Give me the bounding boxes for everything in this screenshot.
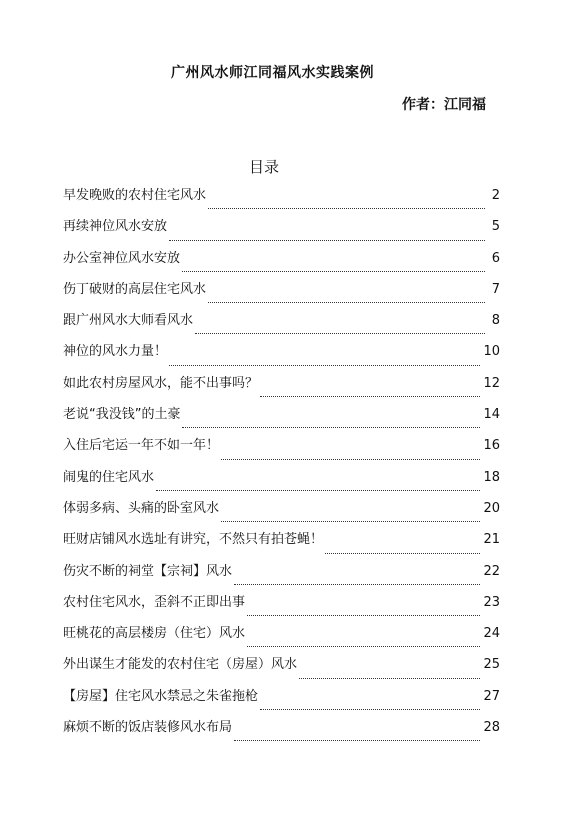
toc-entry-page: 14 xyxy=(483,407,500,423)
toc-leader-dots xyxy=(195,332,485,334)
toc-entry-title: 旺桃花的高层楼房（住宅）风水 xyxy=(63,626,246,642)
toc-entry[interactable] xyxy=(63,622,500,653)
toc-entry-title: 伤灾不断的祠堂【宗祠】风水 xyxy=(63,563,233,579)
toc-entry-page: 10 xyxy=(483,344,500,360)
toc-entry-page: 18 xyxy=(483,469,500,485)
toc-leader-dots xyxy=(234,739,480,741)
toc-entry[interactable] xyxy=(63,591,500,622)
toc-leader-dots xyxy=(221,520,480,522)
toc-entry-page: 28 xyxy=(483,720,500,736)
toc-entry-title: 入住后宅运一年不如一年！ xyxy=(63,438,220,454)
toc-entry[interactable] xyxy=(63,278,500,309)
toc-entry-title: 跟广州风水大师看风水 xyxy=(63,313,194,329)
toc-entry-title: 闹鬼的住宅风水 xyxy=(63,469,155,485)
toc-entry-title: 老说“我没钱”的土豪 xyxy=(63,407,181,423)
toc-entry-title: 【房屋】住宅风水禁忌之朱雀拖枪 xyxy=(63,688,259,704)
toc-leader-dots xyxy=(299,677,480,679)
toc-leader-dots xyxy=(169,364,480,366)
toc-entry[interactable] xyxy=(63,497,500,528)
toc-entry-page: 8 xyxy=(491,313,500,329)
toc-entry-title: 外出谋生才能发的农村住宅（房屋）风水 xyxy=(63,657,298,673)
toc-entry-title: 早发晚败的农村住宅风水 xyxy=(63,188,207,203)
toc-leader-dots xyxy=(169,239,485,241)
toc-leader-dots xyxy=(260,708,480,710)
toc-leader-dots xyxy=(156,489,480,491)
toc-entry-page: 12 xyxy=(483,375,500,391)
document-author: 作者：江同福 xyxy=(402,97,486,113)
toc-entry[interactable] xyxy=(63,528,500,559)
toc-entry[interactable] xyxy=(63,340,500,371)
toc-entry-title: 农村住宅风水，歪斜不正即出事 xyxy=(63,594,246,610)
toc-leader-dots xyxy=(182,270,485,272)
toc-entry-page: 2 xyxy=(491,188,500,203)
toc-leader-dots xyxy=(221,458,480,460)
toc-entry[interactable] xyxy=(63,403,500,434)
toc-entry[interactable] xyxy=(63,716,500,747)
toc-leader-dots xyxy=(260,395,480,397)
toc-entry-title: 体弱多病、头痛的卧室风水 xyxy=(63,500,220,516)
toc-entry[interactable] xyxy=(63,309,500,340)
toc-entry-title: 伤丁破财的高层住宅风水 xyxy=(63,281,207,297)
toc-entry-page: 21 xyxy=(483,532,500,548)
toc-entry-page: 25 xyxy=(483,657,500,673)
toc-leader-dots xyxy=(247,645,480,647)
toc-leader-dots xyxy=(247,614,480,616)
toc-entry-title: 麻烦不断的饭店装修风水布局 xyxy=(63,720,233,736)
toc-heading: 目录 xyxy=(248,158,279,176)
toc-entry-title: 办公室神位风水安放 xyxy=(63,250,181,266)
toc-entry-page: 27 xyxy=(483,688,500,704)
toc-entry[interactable] xyxy=(63,372,500,403)
document-title: 广州风水师江同福风水实践案例 xyxy=(171,65,374,81)
toc-entry-page: 7 xyxy=(491,281,500,297)
toc-entry-title: 旺财店铺风水选址有讲究，不然只有拍苍蝇！ xyxy=(63,532,324,548)
toc-entry-page: 5 xyxy=(491,219,500,235)
toc-leader-dots xyxy=(208,301,485,303)
toc-entry-page: 16 xyxy=(483,438,500,454)
toc-entry[interactable] xyxy=(63,685,500,716)
toc-entry[interactable] xyxy=(63,560,500,591)
toc-entry[interactable] xyxy=(63,653,500,684)
toc-entry-title: 再续神位风水安放 xyxy=(63,219,168,235)
toc-entry[interactable] xyxy=(63,215,500,246)
toc-entry-title: 神位的风水力量！ xyxy=(63,344,168,360)
toc-entry-title: 如此农村房屋风水，能不出事吗？ xyxy=(63,375,259,391)
toc-leader-dots xyxy=(325,552,480,554)
toc-entry-page: 24 xyxy=(483,626,500,642)
toc-leader-dots xyxy=(234,583,480,585)
toc-entry-page: 6 xyxy=(491,250,500,266)
toc-entry[interactable] xyxy=(63,247,500,278)
toc-leader-dots xyxy=(208,207,485,209)
toc-entry-page: 22 xyxy=(483,563,500,579)
toc-entry[interactable] xyxy=(63,434,500,465)
toc-entry[interactable] xyxy=(63,466,500,497)
table-of-contents xyxy=(63,184,500,747)
toc-entry-page: 23 xyxy=(483,594,500,610)
toc-entry[interactable] xyxy=(63,184,500,215)
toc-entry-page: 20 xyxy=(483,500,500,516)
toc-leader-dots xyxy=(182,426,480,428)
